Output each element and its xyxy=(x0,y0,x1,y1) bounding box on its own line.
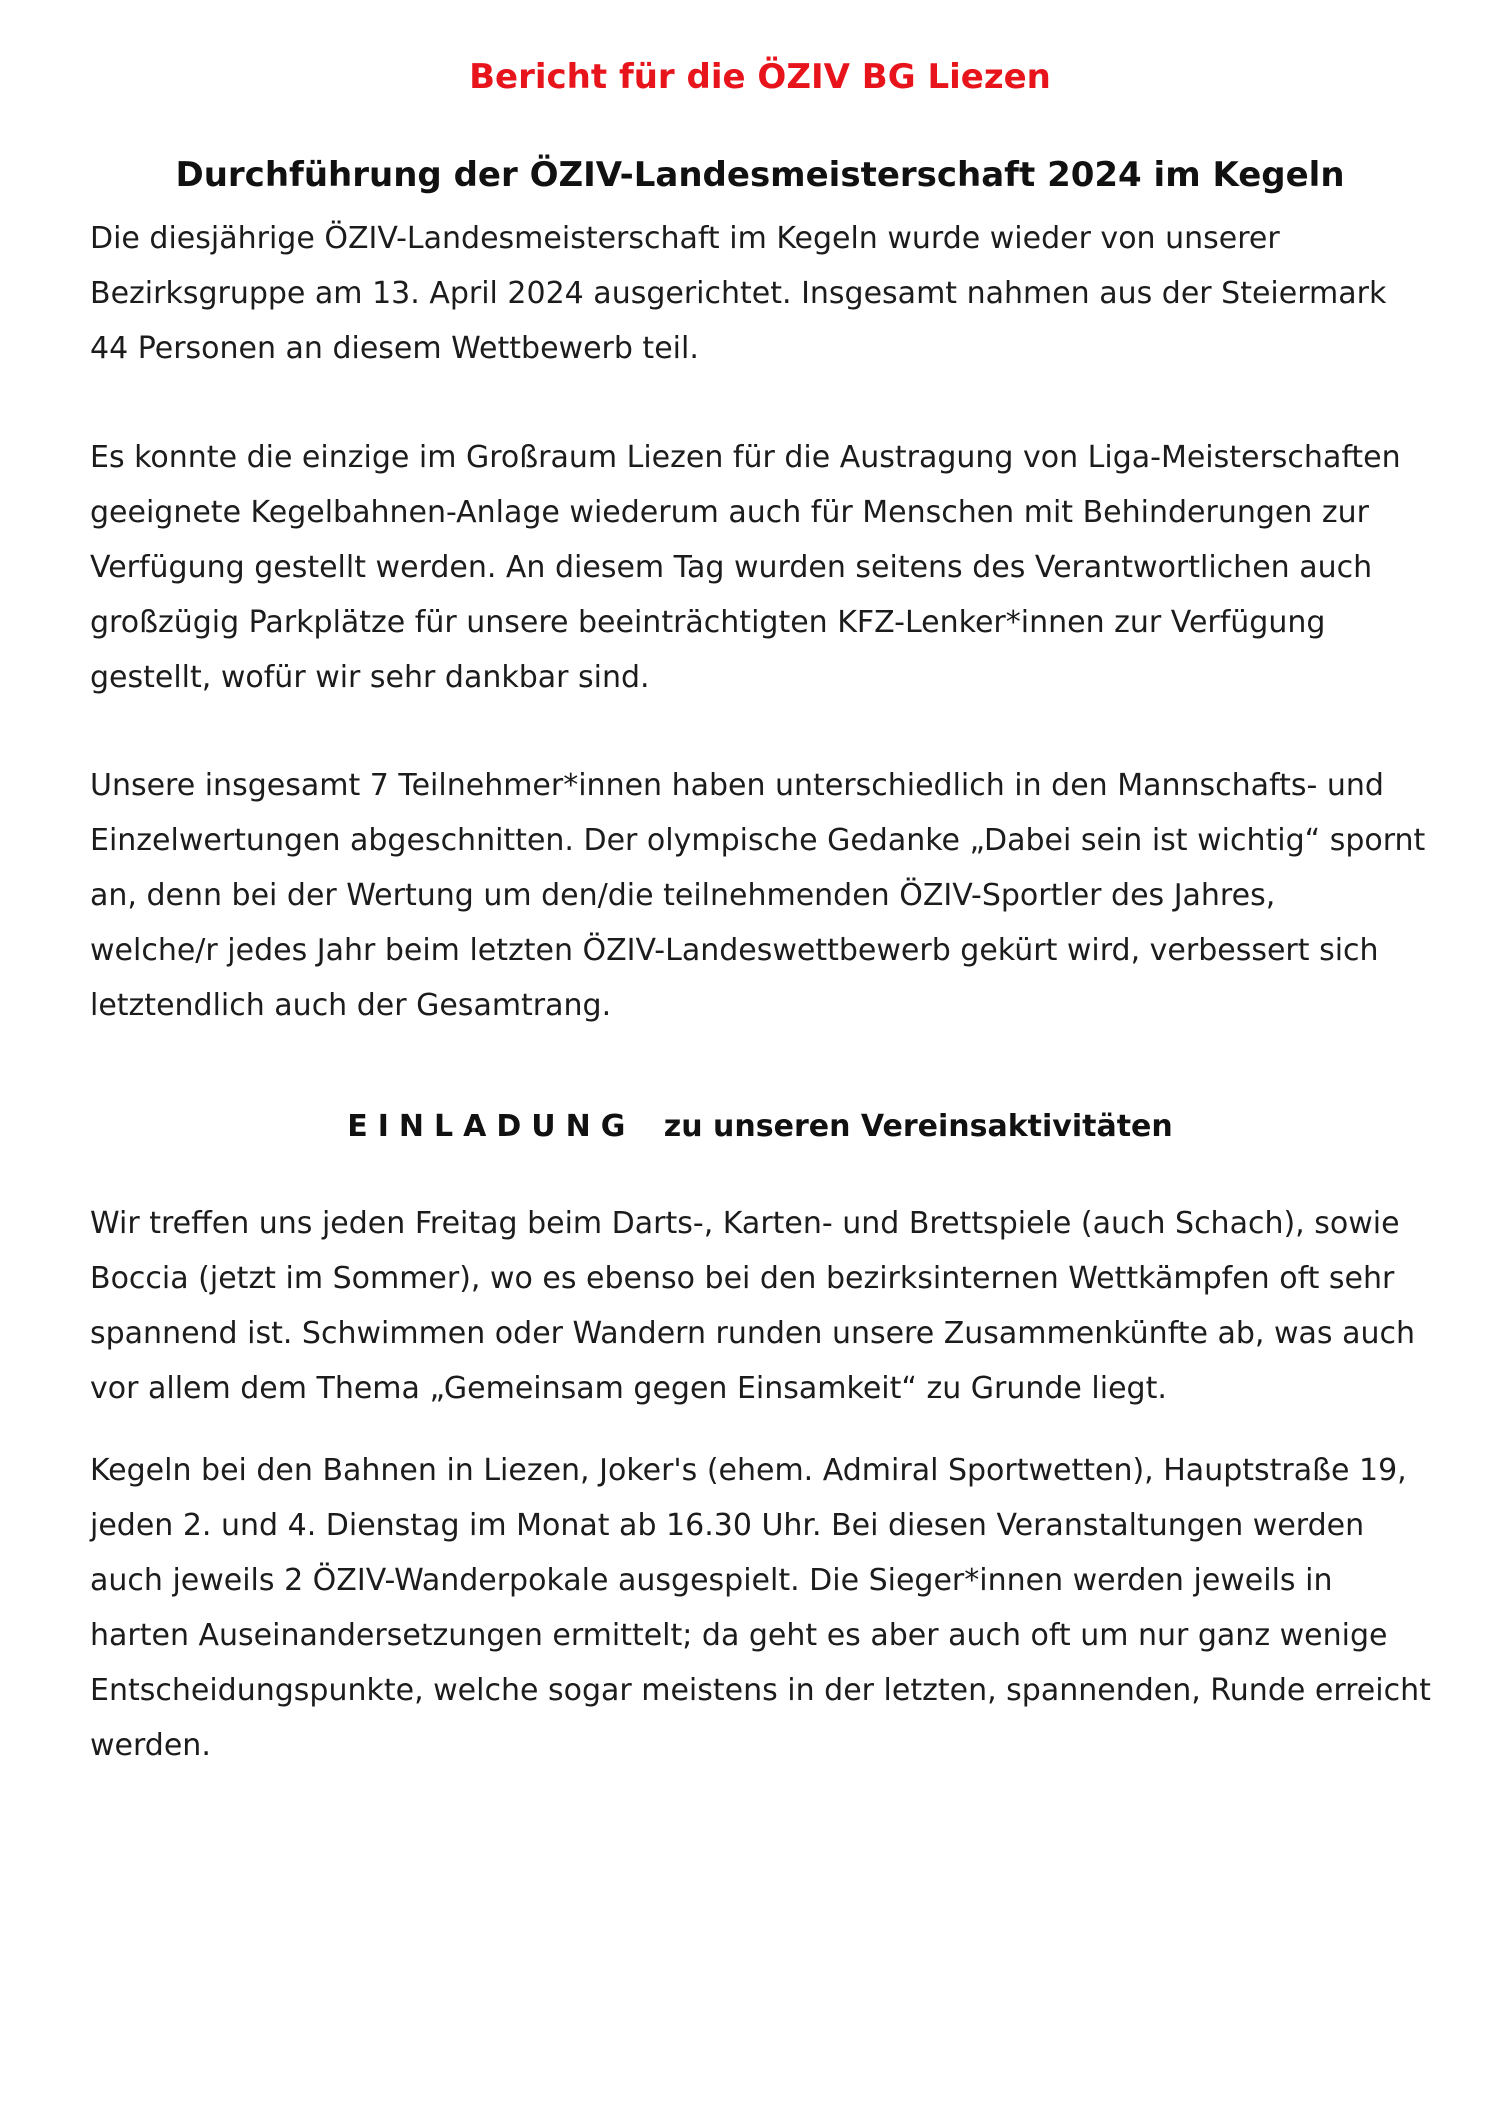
invitation-heading xyxy=(0,1102,1499,1152)
text-line: Boccia (jetzt im Sommer), wo es ebenso bei den bezirksinternen Wettkämpfen oft sehr xyxy=(90,1261,1395,1296)
text-line: jeden 2. und 4. Dienstag im Monat ab 16.30 Uhr. Bei diesen Veranstaltungen werden xyxy=(90,1508,1365,1543)
text-line: harten Auseinandersetzungen ermittelt; da geht es aber auch oft um nur ganz wenige xyxy=(90,1618,1388,1653)
report-title: Bericht für die ÖZIV BG Liezen xyxy=(469,57,1051,97)
text-line: auch jeweils 2 ÖZIV-Wanderpokale ausgespielt. Die Sieger*innen werden jeweils in xyxy=(90,1563,1333,1598)
text-line: Unsere insgesamt 7 Teilnehmer*innen haben unterschiedlich in den Mannschafts- und xyxy=(90,768,1384,803)
text-line: großzügig Parkplätze für unsere beeinträchtigten KFZ-Lenker*innen zur Verfügung xyxy=(90,605,1326,640)
text-line: vor allem dem Thema „Gemeinsam gegen Einsamkeit“ zu Grunde liegt. xyxy=(90,1371,1167,1406)
text-line: letztendlich auch der Gesamtrang. xyxy=(90,988,612,1023)
text-line: spannend ist. Schwimmen oder Wandern runden unsere Zusammenkünfte ab, was auch xyxy=(90,1316,1415,1351)
paragraph-venue xyxy=(90,430,1450,705)
paragraph-bowling-schedule xyxy=(90,1443,1450,1773)
text-line: Entscheidungspunkte, welche sogar meistens in der letzten, spannenden, Runde erreicht xyxy=(90,1673,1431,1708)
text-line: Bezirksgruppe am 13. April 2024 ausgerichtet. Insgesamt nahmen aus der Steiermark xyxy=(90,276,1387,311)
text-line: 44 Personen an diesem Wettbewerb teil. xyxy=(90,331,699,366)
text-line: Die diesjährige ÖZIV-Landesmeisterschaft im Kegeln wurde wieder von unserer xyxy=(90,221,1280,256)
text-line: welche/r jedes Jahr beim letzten ÖZIV-Landeswettbewerb gekürt wird, verbessert sich xyxy=(90,933,1379,968)
invitation-word: EINLADUNG xyxy=(347,1109,636,1144)
text-line: an, denn bei der Wertung um den/die teilnehmenden ÖZIV-Sportler des Jahres, xyxy=(90,878,1276,913)
text-line: gestellt, wofür wir sehr dankbar sind. xyxy=(90,660,650,695)
invitation-subject: zu unseren Vereinsaktivitäten xyxy=(663,1109,1173,1144)
paragraph-weekly-activities xyxy=(90,1196,1450,1416)
text-line: Einzelwertungen abgeschnitten. Der olympische Gedanke „Dabei sein ist wichtig“ spornt xyxy=(90,823,1426,858)
text-line: Es konnte die einzige im Großraum Liezen für die Austragung von Liga-Meisterschaften xyxy=(90,440,1401,475)
text-line: geeignete Kegelbahnen-Anlage wiederum auch für Menschen mit Behinderungen zur xyxy=(90,495,1369,530)
text-line: Wir treffen uns jeden Freitag beim Darts-, Karten- und Brettspiele (auch Schach), sowie xyxy=(90,1206,1400,1241)
paragraph-championship-intro xyxy=(90,211,1450,376)
text-line: werden. xyxy=(90,1728,211,1763)
paragraph-results xyxy=(90,758,1450,1033)
section-title: Durchführung der ÖZIV-Landesmeisterschaft 2024 im Kegeln xyxy=(175,155,1345,195)
text-line: Verfügung gestellt werden. An diesem Tag wurden seitens des Verantwortlichen auch xyxy=(90,550,1373,585)
text-line: Kegeln bei den Bahnen in Liezen, Joker's (ehem. Admiral Sportwetten), Hauptstraße 19, xyxy=(90,1453,1407,1488)
